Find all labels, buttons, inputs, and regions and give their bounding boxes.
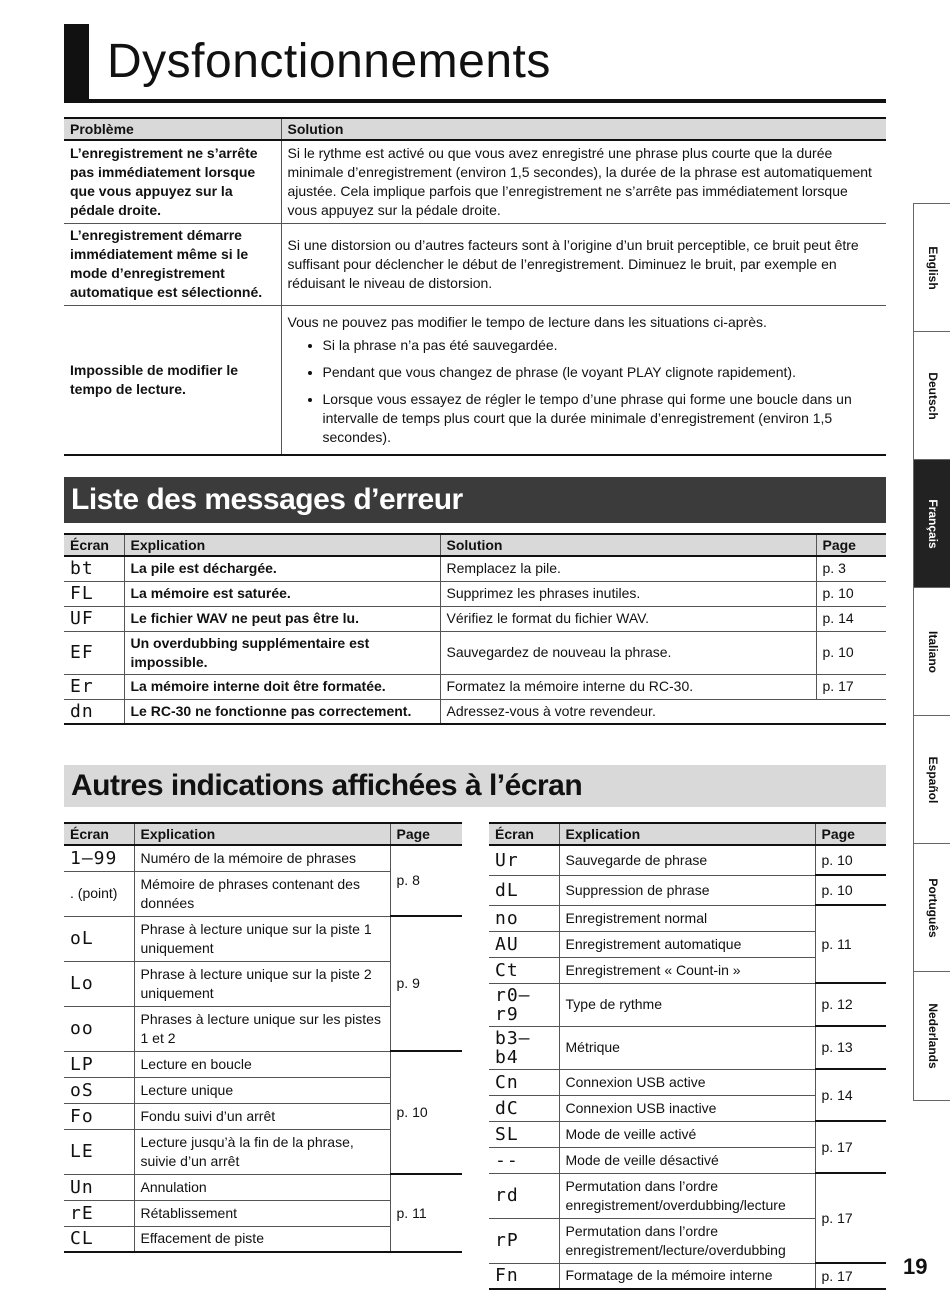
col-header: Page [390,823,462,845]
col-header: Explication [559,823,815,845]
screen-code: dn [64,699,124,724]
tab-0[interactable] [913,203,950,332]
solution-cell [281,305,886,455]
page-ref: p. 14 [816,606,886,631]
page-title: Dysfonctionnements [107,35,551,88]
table-row [489,1026,886,1069]
explication-cell: Sauvegarde de phrase [559,845,815,875]
tab-6[interactable] [913,971,950,1101]
explication-cell: Métrique [559,1026,815,1069]
explication-cell: Connexion USB inactive [559,1095,815,1121]
screen-code: Ct [489,957,559,983]
table-row [64,606,886,631]
table-row [489,1263,886,1289]
explication-cell: Suppression de phrase [559,875,815,905]
list-item: • Lorsque vous essayez de régler le tempo d’une phrase qui forme une boucle dans un intervalle de temps plus court que la durée minimale d’enregistrement (environ 1,5 secondes). [323,390,881,447]
page-ref: p. 14 [815,1069,886,1121]
problem-cell: L’enregistrement démarre immédiatement même si le mode d’enregistrement automatique est sélectionné. [64,223,281,305]
screen-code: Lo [64,961,134,1006]
screen-code: AU [489,931,559,957]
screen-code: Cn [489,1069,559,1095]
screen-code: rP [489,1218,559,1263]
solution-cell: Formatez la mémoire interne du RC-30. [440,674,816,699]
screen-code: oS [64,1077,134,1103]
solution-cell: Sauvegardez de nouveau la phrase. [440,631,816,674]
indications-table-right [489,822,886,1290]
col-header: Solution [281,118,886,140]
solution-intro: Vous ne pouvez pas modifier le tempo de lecture dans les situations ci-après. [287,313,767,330]
tab-1[interactable] [913,331,950,460]
explication-cell: Enregistrement « Count-in » [559,957,815,983]
tab-label: Português [925,878,940,938]
table-row [64,674,886,699]
table-row [489,1173,886,1218]
explication-cell: Enregistrement automatique [559,931,815,957]
explication-cell: Le RC-30 ne fonctionne pas correctement. [124,699,440,724]
page-ref: p. 10 [816,631,886,674]
explication-cell: Mode de veille désactivé [559,1147,815,1173]
explication-cell: Effacement de piste [134,1226,390,1252]
explication-cell: La mémoire interne doit être formatée. [124,674,440,699]
screen-code: no [489,905,559,931]
screen-code: LE [64,1129,134,1174]
screen-code: CL [64,1226,134,1252]
screen-code: SL [489,1121,559,1147]
problem-cell: L’enregistrement ne s’arrête pas immédiatement lorsque que vous appuyez sur la pédale droite. [64,140,281,223]
list-item: • Pendant que vous changez de phrase (le voyant PLAY clignote rapidement). [323,363,881,382]
explication-cell: Le fichier WAV ne peut pas être lu. [124,606,440,631]
explication-cell: Rétablissement [134,1200,390,1226]
table-row [64,140,886,223]
page-ref: p. 13 [815,1026,886,1069]
screen-code: r0–r9 [489,983,559,1026]
section-banner-errors: Liste des messages d’erreur [64,477,886,523]
table-row [489,845,886,875]
tab-label: Deutsch [925,372,940,420]
explication-cell: Lecture unique [134,1077,390,1103]
tab-5[interactable] [913,843,950,972]
solution-cell: Supprimez les phrases inutiles. [440,581,816,606]
solution-bullets [288,336,881,447]
screen-code: rE [64,1200,134,1226]
explication-cell: Annulation [134,1174,390,1200]
page-ref: p. 17 [815,1263,886,1289]
col-header: Écran [64,534,124,556]
explication-cell: Lecture en boucle [134,1051,390,1077]
explication-cell: Formatage de la mémoire interne [559,1263,815,1289]
screen-code: dC [489,1095,559,1121]
indications-table-left [64,822,462,1253]
tab-label: Italiano [925,630,940,674]
explication-cell: Lecture jusqu’à la fin de la phrase, suivie d’un arrêt [134,1129,390,1174]
explication-cell: Phrases à lecture unique sur les pistes 1 et 2 [134,1006,390,1051]
screen-code: EF [64,631,124,674]
explication-cell: Numéro de la mémoire de phrases [134,845,390,871]
explication-cell: Phrase à lecture unique sur la piste 2 uniquement [134,961,390,1006]
tab-label: English [925,246,940,290]
table-row [489,875,886,905]
page-ref: p. 12 [815,983,886,1026]
screen-code: UF [64,606,124,631]
screen-code: . (point) [64,871,134,916]
screen-code: Fn [489,1263,559,1289]
page-ref: p. 17 [815,1121,886,1173]
table-row [489,983,886,1026]
page-ref: p. 3 [816,556,886,581]
col-header: Écran [489,823,559,845]
indications-left-body [64,845,462,1252]
title-accent-bar [64,24,89,102]
page-ref: p. 10 [390,1051,462,1174]
solution-cell: Si une distorsion ou d’autres facteurs sont à l’origine d’un bruit perceptible, ce bruit peut être suffisant pour déclencher le début de l’enregistrement. Diminuez le bruit, par exemple en réduisant le niveau de distorsion. [281,223,886,305]
explication-cell: Phrase à lecture unique sur la piste 1 uniquement [134,916,390,961]
problem-cell: Impossible de modifier le tempo de lecture. [64,305,281,455]
screen-code: b3–b4 [489,1026,559,1069]
screen-code: -- [489,1147,559,1173]
page-ref: p. 17 [816,674,886,699]
page-ref: p. 11 [815,905,886,983]
tab-4[interactable] [913,715,950,844]
page-ref: p. 8 [390,845,462,916]
screen-code: bt [64,556,124,581]
explication-cell: La mémoire est saturée. [124,581,440,606]
explication-cell: La pile est déchargée. [124,556,440,581]
tab-label: Nederlands [925,1003,940,1069]
section-banner-other: Autres indications affichées à l’écran [64,765,886,807]
col-header: Problème [64,118,281,140]
explication-cell: Enregistrement normal [559,905,815,931]
tab-label: Français [925,499,940,549]
table-row [64,556,886,581]
solution-cell: Adressez-vous à votre revendeur. [440,699,886,724]
solution-cell: Vérifiez le format du fichier WAV. [440,606,816,631]
screen-code: dL [489,875,559,905]
col-header: Explication [124,534,440,556]
page-ref: p. 10 [815,845,886,875]
page-ref: p. 11 [390,1174,462,1252]
tab-3[interactable] [913,587,950,716]
table-row [489,1069,886,1095]
solution-cell: Si le rythme est activé ou que vous avez enregistré une phrase plus courte que la durée minimale d’enregistrement (environ 1,5 secondes), la durée de la phrase est automatiquement ajustée. Cela implique parfois que l’enregistrement ne s’arrête pas immédiatement lorsque vous appuyez sur la pédale droite. [281,140,886,223]
explication-cell: Mode de veille activé [559,1121,815,1147]
table-row [64,631,886,674]
col-header: Écran [64,823,134,845]
col-header: Page [815,823,886,845]
table-row [489,905,886,931]
table-row [64,1051,462,1077]
table-row [64,581,886,606]
page-ref: p. 10 [815,875,886,905]
table-row [64,699,886,724]
screen-code: Ur [489,845,559,875]
table-row [489,1121,886,1147]
screen-code: oL [64,916,134,961]
solution-cell: Remplacez la pile. [440,556,816,581]
screen-code: Un [64,1174,134,1200]
title-rule [64,99,886,103]
col-header: Explication [134,823,390,845]
list-item: • Si la phrase n’a pas été sauvegardée. [323,336,881,355]
table-row [64,223,886,305]
table-row [64,845,462,871]
screen-code: Fo [64,1103,134,1129]
explication-cell: Type de rythme [559,983,815,1026]
table-row [64,916,462,961]
screen-code: rd [489,1173,559,1218]
page-number: 19 [903,1254,928,1279]
screen-code: LP [64,1051,134,1077]
screen-code: 1–99 [64,845,134,871]
errors-table [64,533,886,725]
page-ref: p. 17 [815,1173,886,1263]
indications-right-body [489,845,886,1289]
explication-cell: Un overdubbing supplémentaire est impossible. [124,631,440,674]
screen-code: Er [64,674,124,699]
page-ref: p. 9 [390,916,462,1051]
explication-cell: Fondu suivi d’un arrêt [134,1103,390,1129]
problems-table [64,117,886,456]
table-row [64,305,886,455]
explication-cell: Permutation dans l’ordre enregistrement/overdubbing/lecture [559,1173,815,1218]
explication-cell: Permutation dans l’ordre enregistrement/lecture/overdubbing [559,1218,815,1263]
page-ref: p. 10 [816,581,886,606]
table-row [64,1174,462,1200]
tab-2[interactable] [913,459,950,588]
screen-code: oo [64,1006,134,1051]
col-header: Solution [440,534,816,556]
tab-label: Español [925,756,940,804]
screen-code: FL [64,581,124,606]
explication-cell: Connexion USB active [559,1069,815,1095]
col-header: Page [816,534,886,556]
explication-cell: Mémoire de phrases contenant des données [134,871,390,916]
